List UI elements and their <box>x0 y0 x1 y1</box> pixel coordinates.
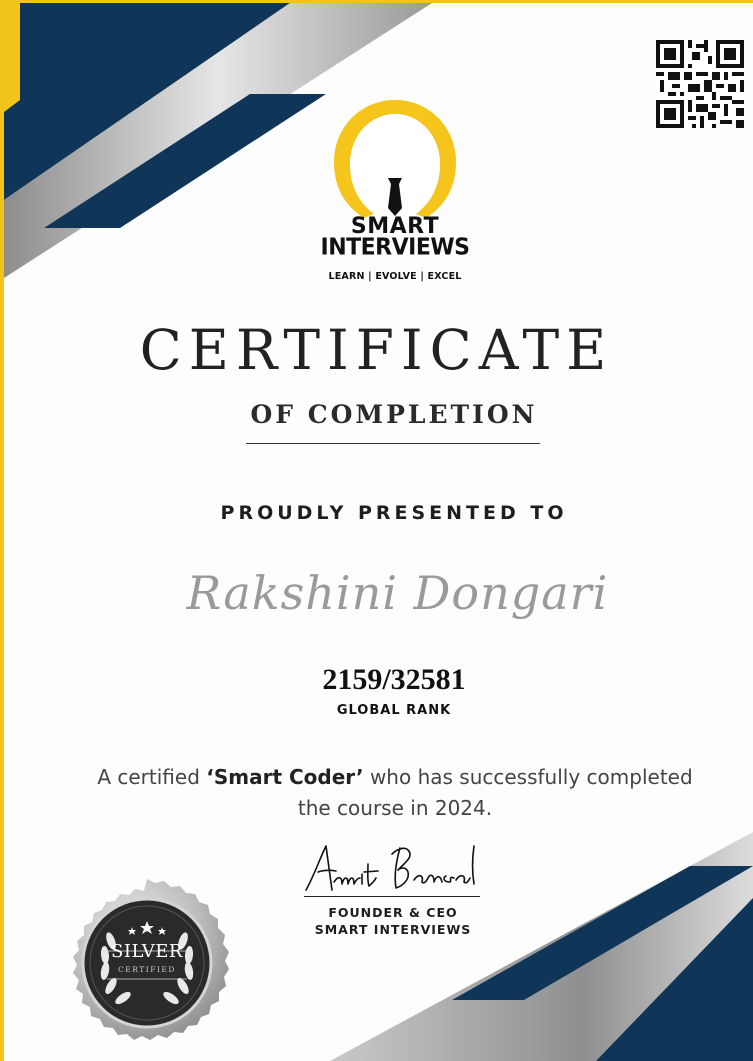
description-highlight: ‘Smart Coder’ <box>206 765 364 789</box>
global-rank-value: 2159/32581 <box>322 663 466 696</box>
qr-code-icon[interactable] <box>656 40 744 128</box>
certificate-title: CERTIFICATE <box>139 318 614 382</box>
silver-certified-badge <box>62 878 232 1048</box>
title-divider <box>246 443 540 444</box>
global-rank-label: GLOBAL RANK <box>336 703 452 718</box>
signature-line <box>304 896 480 897</box>
certificate-subtitle: OF COMPLETION <box>250 400 538 429</box>
logo-brand-line1: SMART <box>350 214 440 239</box>
logo-tagline: LEARN | EVOLVE | EXCEL <box>328 271 462 282</box>
recipient-name: Rakshini Dongari <box>186 566 609 620</box>
description-suffix: who has successfully completed the course in 2024. <box>297 765 693 820</box>
signatory-organization: SMART INTERVIEWS <box>314 922 472 937</box>
signatory-role: FOUNDER & CEO <box>328 905 458 920</box>
badge-caption: CERTIFIED <box>118 965 176 974</box>
logo-brand-line2: INTERVIEWS <box>320 234 470 261</box>
founder-signature <box>296 838 496 898</box>
certificate-description <box>90 762 700 824</box>
badge-level: SILVER <box>111 941 183 962</box>
description-prefix: A certified <box>97 765 207 789</box>
presented-label: PROUDLY PRESENTED TO <box>220 502 568 524</box>
smart-interviews-logo <box>300 96 490 296</box>
